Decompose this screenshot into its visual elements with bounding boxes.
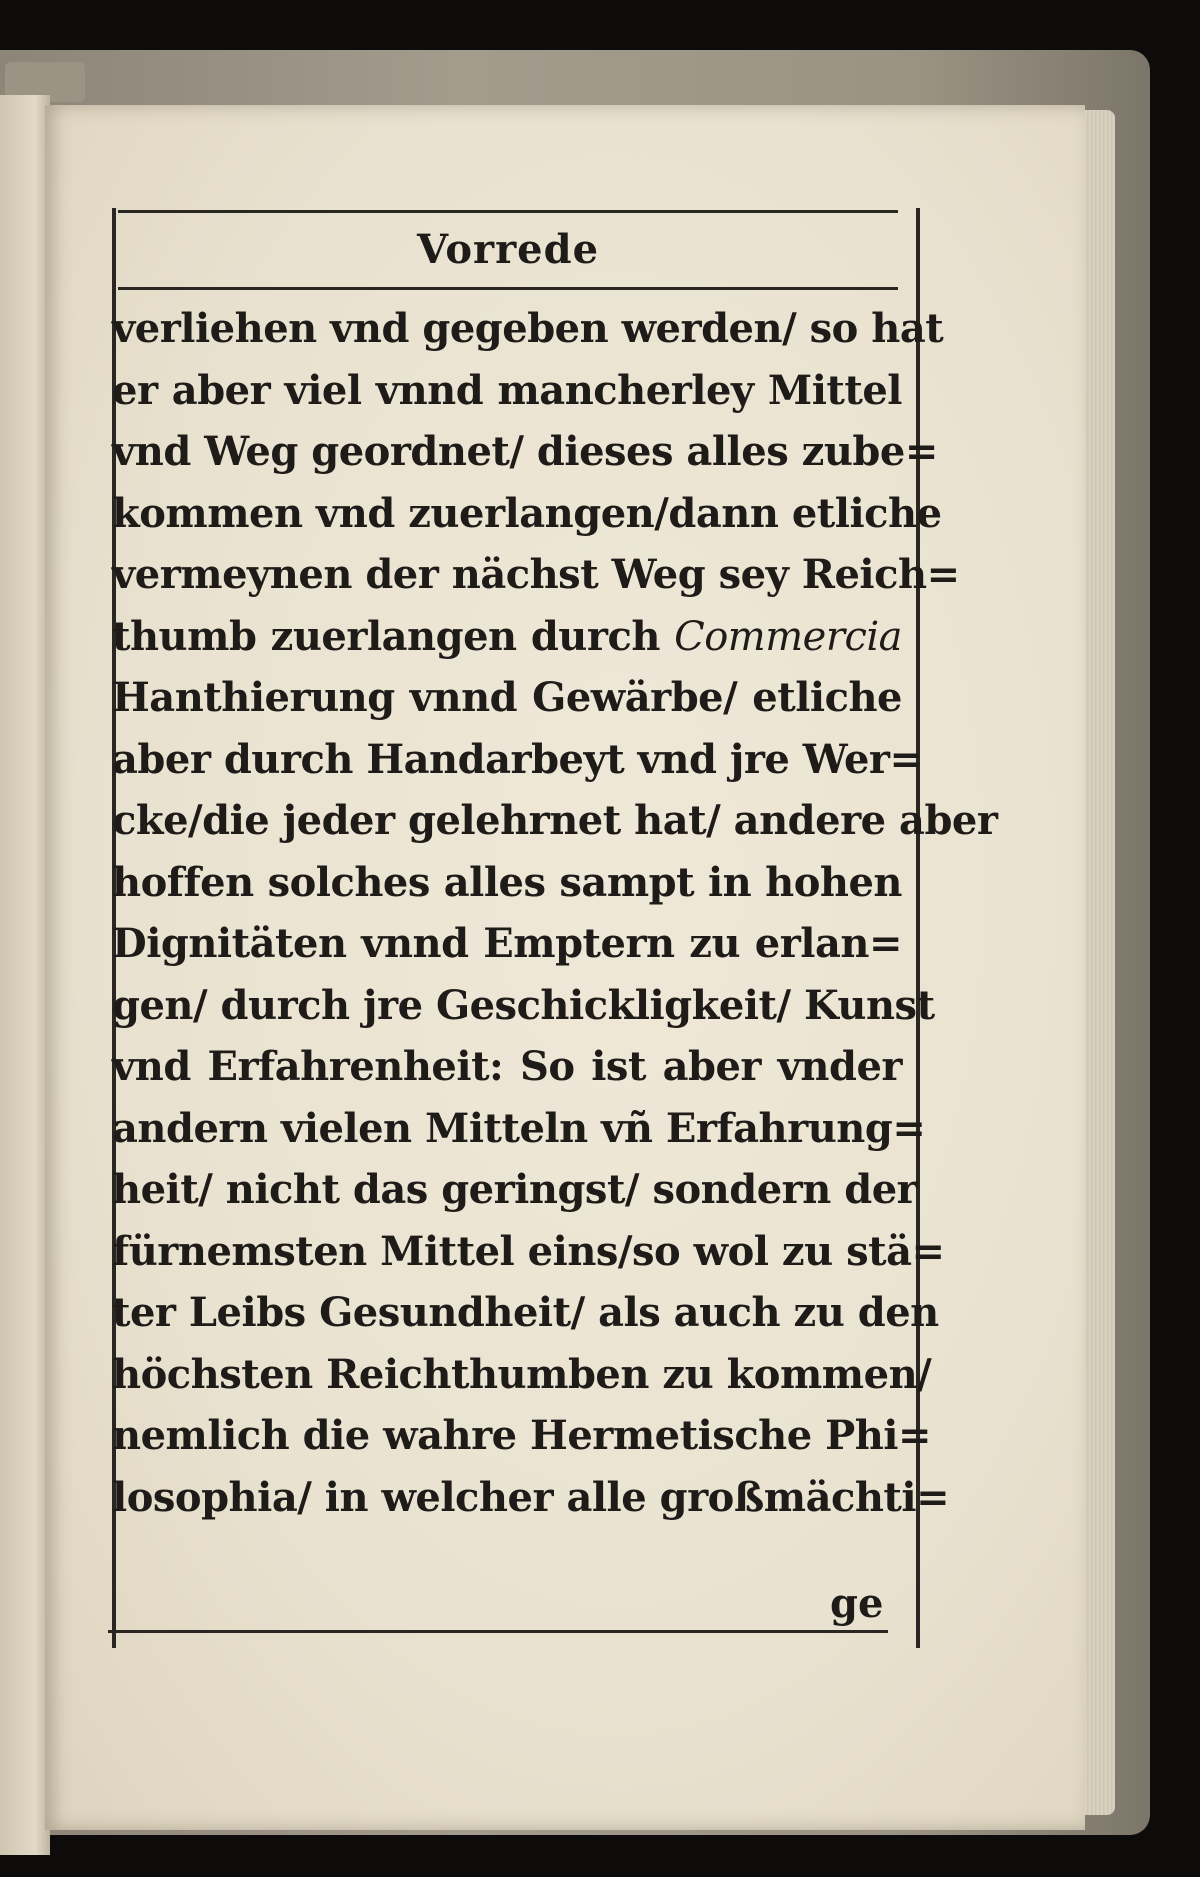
text-line-13: vnd Erfahrenheit: So ist aber vnder [112,1043,902,1090]
text-line-15: heit/ nicht das geringst/ sondern der [112,1166,918,1213]
left-page-edge [0,95,50,1855]
text-line-9: cke/die jeder gelehrnet hat/ andere aber [112,797,998,844]
text-line-6 [112,606,902,668]
text-line-3: vnd Weg geordnet/ dieses alles zube= [112,428,938,475]
text-line-1: verliehen vnd gegeben werden/ so hat [112,305,944,352]
text-line-7: Hanthierung vnnd Gewärbe/ etliche [112,674,902,721]
text-line-5: vermeynen der nächst Weg sey Reich= [112,551,960,598]
text-line-6-german: thumb zuerlangen durch [112,612,660,660]
head-rule [118,287,898,290]
top-rule [118,210,898,213]
text-line-2: er aber viel vnnd mancherley Mittel [112,366,902,414]
text-line-12: gen/ durch jre Geschickligkeit/ Kunst [112,981,935,1029]
text-line-18: höchsten Reichthumben zu kommen/ [112,1350,932,1398]
text-line-8: aber durch Handarbeyt vnd jre Wer= [112,735,923,783]
text-line-16: fürnemsten Mittel eins/so wol zu stä= [112,1227,945,1275]
text-line-17: ter Leibs Gesundheit/ als auch zu den [112,1289,939,1336]
latin-word: Commercia [674,613,902,660]
text-line-20: losophia/ in welcher alle großmächti= [112,1473,950,1521]
running-head: Vorrede [416,226,600,273]
text-line-11: Dignitäten vnnd Emptern zu erlan= [112,920,902,967]
text-line-4: kommen vnd zuerlangen/dann etliche [112,489,942,537]
text-line-19: nemlich die wahre Hermetische Phi= [112,1412,931,1459]
catchword: ge [830,1580,884,1627]
bottom-rule [108,1630,888,1633]
text-block [112,298,998,1528]
text-line-14: andern vielen Mitteln vñ Erfahrung= [112,1104,926,1152]
text-line-10: hoffen solches alles sampt in hohen [112,858,902,906]
